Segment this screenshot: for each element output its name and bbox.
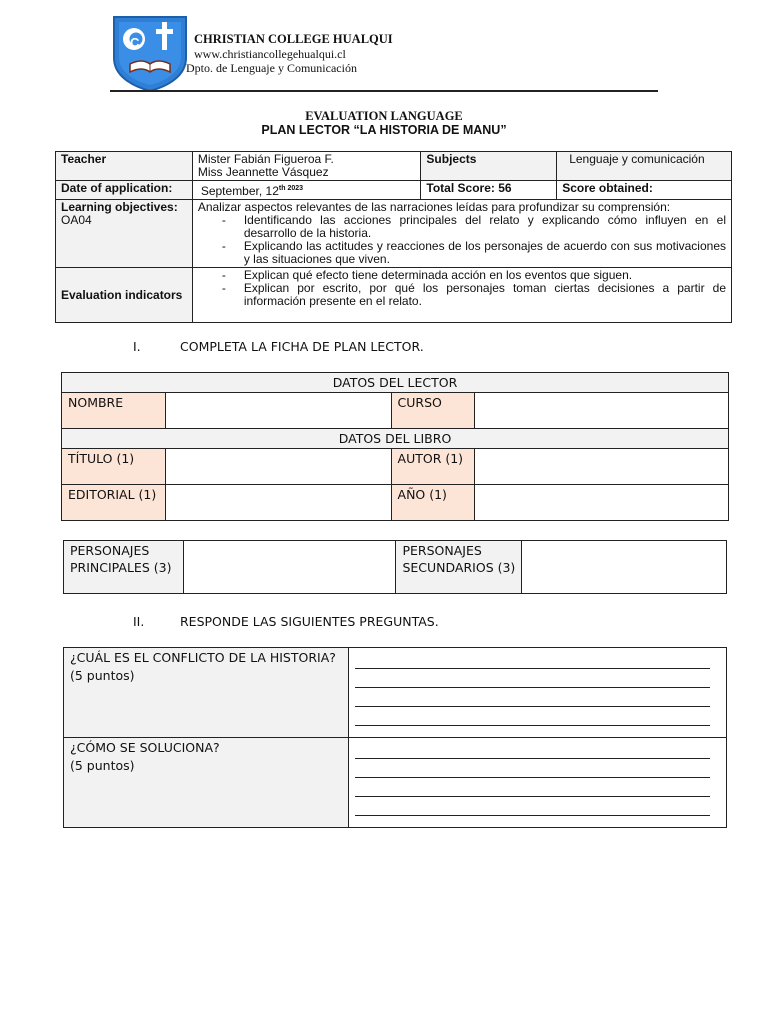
nombre-field[interactable] <box>165 393 391 429</box>
teacher-label: Teacher <box>56 152 193 181</box>
principales-label: PERSONAJES PRINCIPALES (3) <box>64 541 184 594</box>
answer-1-lines[interactable] <box>349 648 727 738</box>
principales-field[interactable] <box>183 541 396 594</box>
titulo-label: TÍTULO (1) <box>62 449 166 485</box>
date-label: Date of application: <box>56 181 193 200</box>
indicator-item: - Explican por escrito, por qué los personajes toman ciertas decisiones a partir de información presente en el relato. <box>198 282 726 308</box>
secundarios-field[interactable] <box>522 541 727 594</box>
question-2: ¿CÓMO SE SOLUCIONA? (5 puntos) <box>64 738 349 828</box>
teacher-2: Miss Jeannette Vásquez <box>197 165 329 179</box>
answer-2-lines[interactable] <box>349 738 727 828</box>
learning-objectives-label: Learning objectives: OA04 <box>56 200 193 268</box>
questions-table <box>63 647 727 828</box>
logo-letter: C <box>130 35 140 50</box>
evaluation-info-table <box>55 151 732 323</box>
curso-field[interactable] <box>475 393 729 429</box>
characters-table <box>63 540 727 594</box>
anio-field[interactable] <box>475 485 729 521</box>
evaluation-title: EVALUATION LANGUAGE <box>305 109 463 123</box>
editorial-field[interactable] <box>165 485 391 521</box>
date-row <box>56 181 732 200</box>
total-score: Total Score: 56 <box>421 181 557 200</box>
objective-item: - Explicando las actitudes y reacciones de los personajes de acuerdo con sus motivaciones y las situaciones que viven. <box>198 240 726 266</box>
editorial-label: EDITORIAL (1) <box>62 485 166 521</box>
teacher-names <box>192 152 421 181</box>
learning-objectives-row <box>56 200 732 268</box>
school-website: www.christiancollegehualqui.cl <box>194 47 346 61</box>
anio-label: AÑO (1) <box>391 485 475 521</box>
teacher-1: Mister Fabián Figueroa F. <box>197 152 334 166</box>
section-1-title: COMPLETA LA FICHA DE PLAN LECTOR. <box>180 339 424 354</box>
curso-label: CURSO <box>391 393 475 429</box>
score-obtained: Score obtained: <box>557 181 732 200</box>
titulo-field[interactable] <box>165 449 391 485</box>
question-1: ¿CUÁL ES EL CONFLICTO DE LA HISTORIA? (5 puntos) <box>64 648 349 738</box>
school-name: CHRISTIAN COLLEGE HUALQUI <box>194 32 393 46</box>
autor-field[interactable] <box>475 449 729 485</box>
evaluation-indicators-row <box>56 268 732 323</box>
section-2-title: RESPONDE LAS SIGUIENTES PREGUNTAS. <box>180 614 439 629</box>
date-value: September, $12^{th 2023}$ <box>192 181 421 200</box>
section-2-number: II. <box>133 614 145 629</box>
school-crest-logo <box>110 14 190 92</box>
nombre-label: NOMBRE <box>62 393 166 429</box>
question-row <box>64 648 727 738</box>
evaluation-indicators-label: Evaluation indicators <box>56 268 193 323</box>
question-row <box>64 738 727 828</box>
plan-title: PLAN LECTOR “LA HISTORIA DE MANU” <box>261 123 507 137</box>
subjects-value: Lenguaje y comunicación <box>557 152 732 181</box>
subjects-label: Subjects <box>421 152 557 181</box>
autor-label: AUTOR (1) <box>391 449 475 485</box>
header-divider <box>110 90 658 92</box>
department: Dpto. de Lenguaje y Comunicación <box>186 61 357 75</box>
reader-form-table <box>61 372 729 521</box>
indicator-item: - Explican qué efecto tiene determinada acción en los eventos que siguen. <box>198 269 726 282</box>
section-1-number: I. <box>133 339 141 354</box>
learning-objectives-text: Analizar aspectos relevantes de las narraciones leídas para profundizar su comprensión: - Identificando las acciones principales del relato y explicando cómo influyen en el desarrollo de la historia. - Explicando las actitudes y reacciones de los personajes de acuerdo con sus motivaciones y las situaciones que viven. <box>192 200 731 268</box>
datos-libro-header: DATOS DEL LIBRO <box>62 429 729 449</box>
evaluation-indicators-text <box>192 268 731 323</box>
teacher-row <box>56 152 732 181</box>
objective-item: - Identificando las acciones principales del relato y explicando cómo influyen en el desarrollo de la historia. <box>198 214 726 240</box>
datos-lector-header: DATOS DEL LECTOR <box>62 373 729 393</box>
secundarios-label: PERSONAJES SECUNDARIOS (3) <box>396 541 522 594</box>
